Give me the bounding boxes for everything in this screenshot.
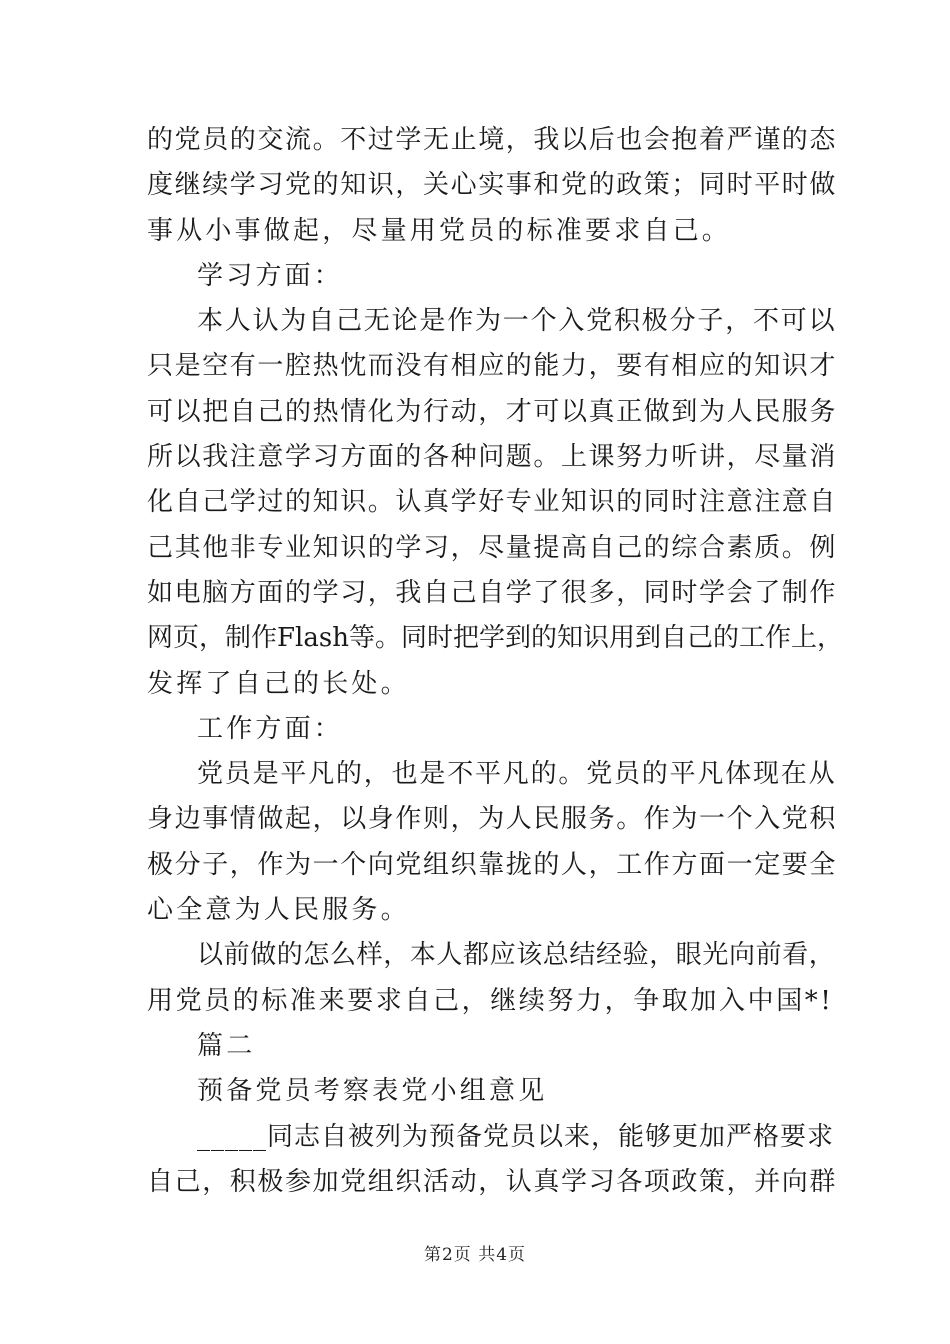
text-line: 网页，制作Flash等。同时把学到的知识用到自己的工作上， (147, 623, 843, 654)
text-line: 本人认为自己无论是作为一个入党积极分子，不可以 (197, 306, 837, 337)
text-line: 以前做的怎么样，本人都应该总结经验，眼光向前看， (197, 940, 836, 971)
text-line: 化自己学过的知识。认真学好专业知识的同时注意注意自 (147, 487, 838, 518)
text-line: 极分子，作为一个向党组织靠拢的人，工作方面一定要全 (147, 849, 838, 880)
text-line: 自己，积极参加党组织活动，认真学习各项政策，并向群 (147, 1166, 838, 1197)
text-line: 发挥了自己的长处。 (147, 668, 410, 699)
text-line: 预备党员考察表党小组意见 (197, 1076, 548, 1107)
text-line: 所以我注意学习方面的各种问题。上课努力听讲，尽量消 (147, 442, 838, 473)
text-line: 己其他非专业知识的学习，尽量提高自己的综合素质。例 (147, 532, 838, 563)
text-line: 度继续学习党的知识，关心实事和党的政策；同时平时做 (147, 170, 838, 201)
text-line: 工作方面： (197, 713, 344, 744)
text-line: 党员是平凡的，也是不平凡的。党员的平凡体现在从 (197, 759, 837, 790)
document-body (147, 118, 843, 1205)
text-line: 身边事情做起，以身作则，为人民服务。作为一个入党积 (147, 804, 838, 835)
text-line: 只是空有一腔热忱而没有相应的能力，要有相应的知识才 (147, 351, 838, 382)
text-line: 篇二 (197, 1030, 256, 1061)
text-line: 用党员的标准来要求自己，继续努力，争取加入中国*! (147, 985, 834, 1016)
text-line: _____同志自被列为预备党员以来，能够更加严格要求 (197, 1121, 835, 1152)
text-line: 可以把自己的热情化为行动，才可以真正做到为人民服务 (147, 396, 838, 427)
text-line: 的党员的交流。不过学无止境，我以后也会抱着严谨的态 (147, 125, 838, 155)
text-line: 心全意为人民服务。 (147, 895, 410, 926)
text-line: 事从小事做起，尽量用党员的标准要求自己。 (147, 215, 732, 246)
text-line: 如电脑方面的学习，我自己自学了很多，同时学会了制作 (147, 577, 838, 608)
page-footer: 第2页 共4页 (423, 1245, 527, 1265)
text-line: 学习方面： (197, 260, 344, 291)
